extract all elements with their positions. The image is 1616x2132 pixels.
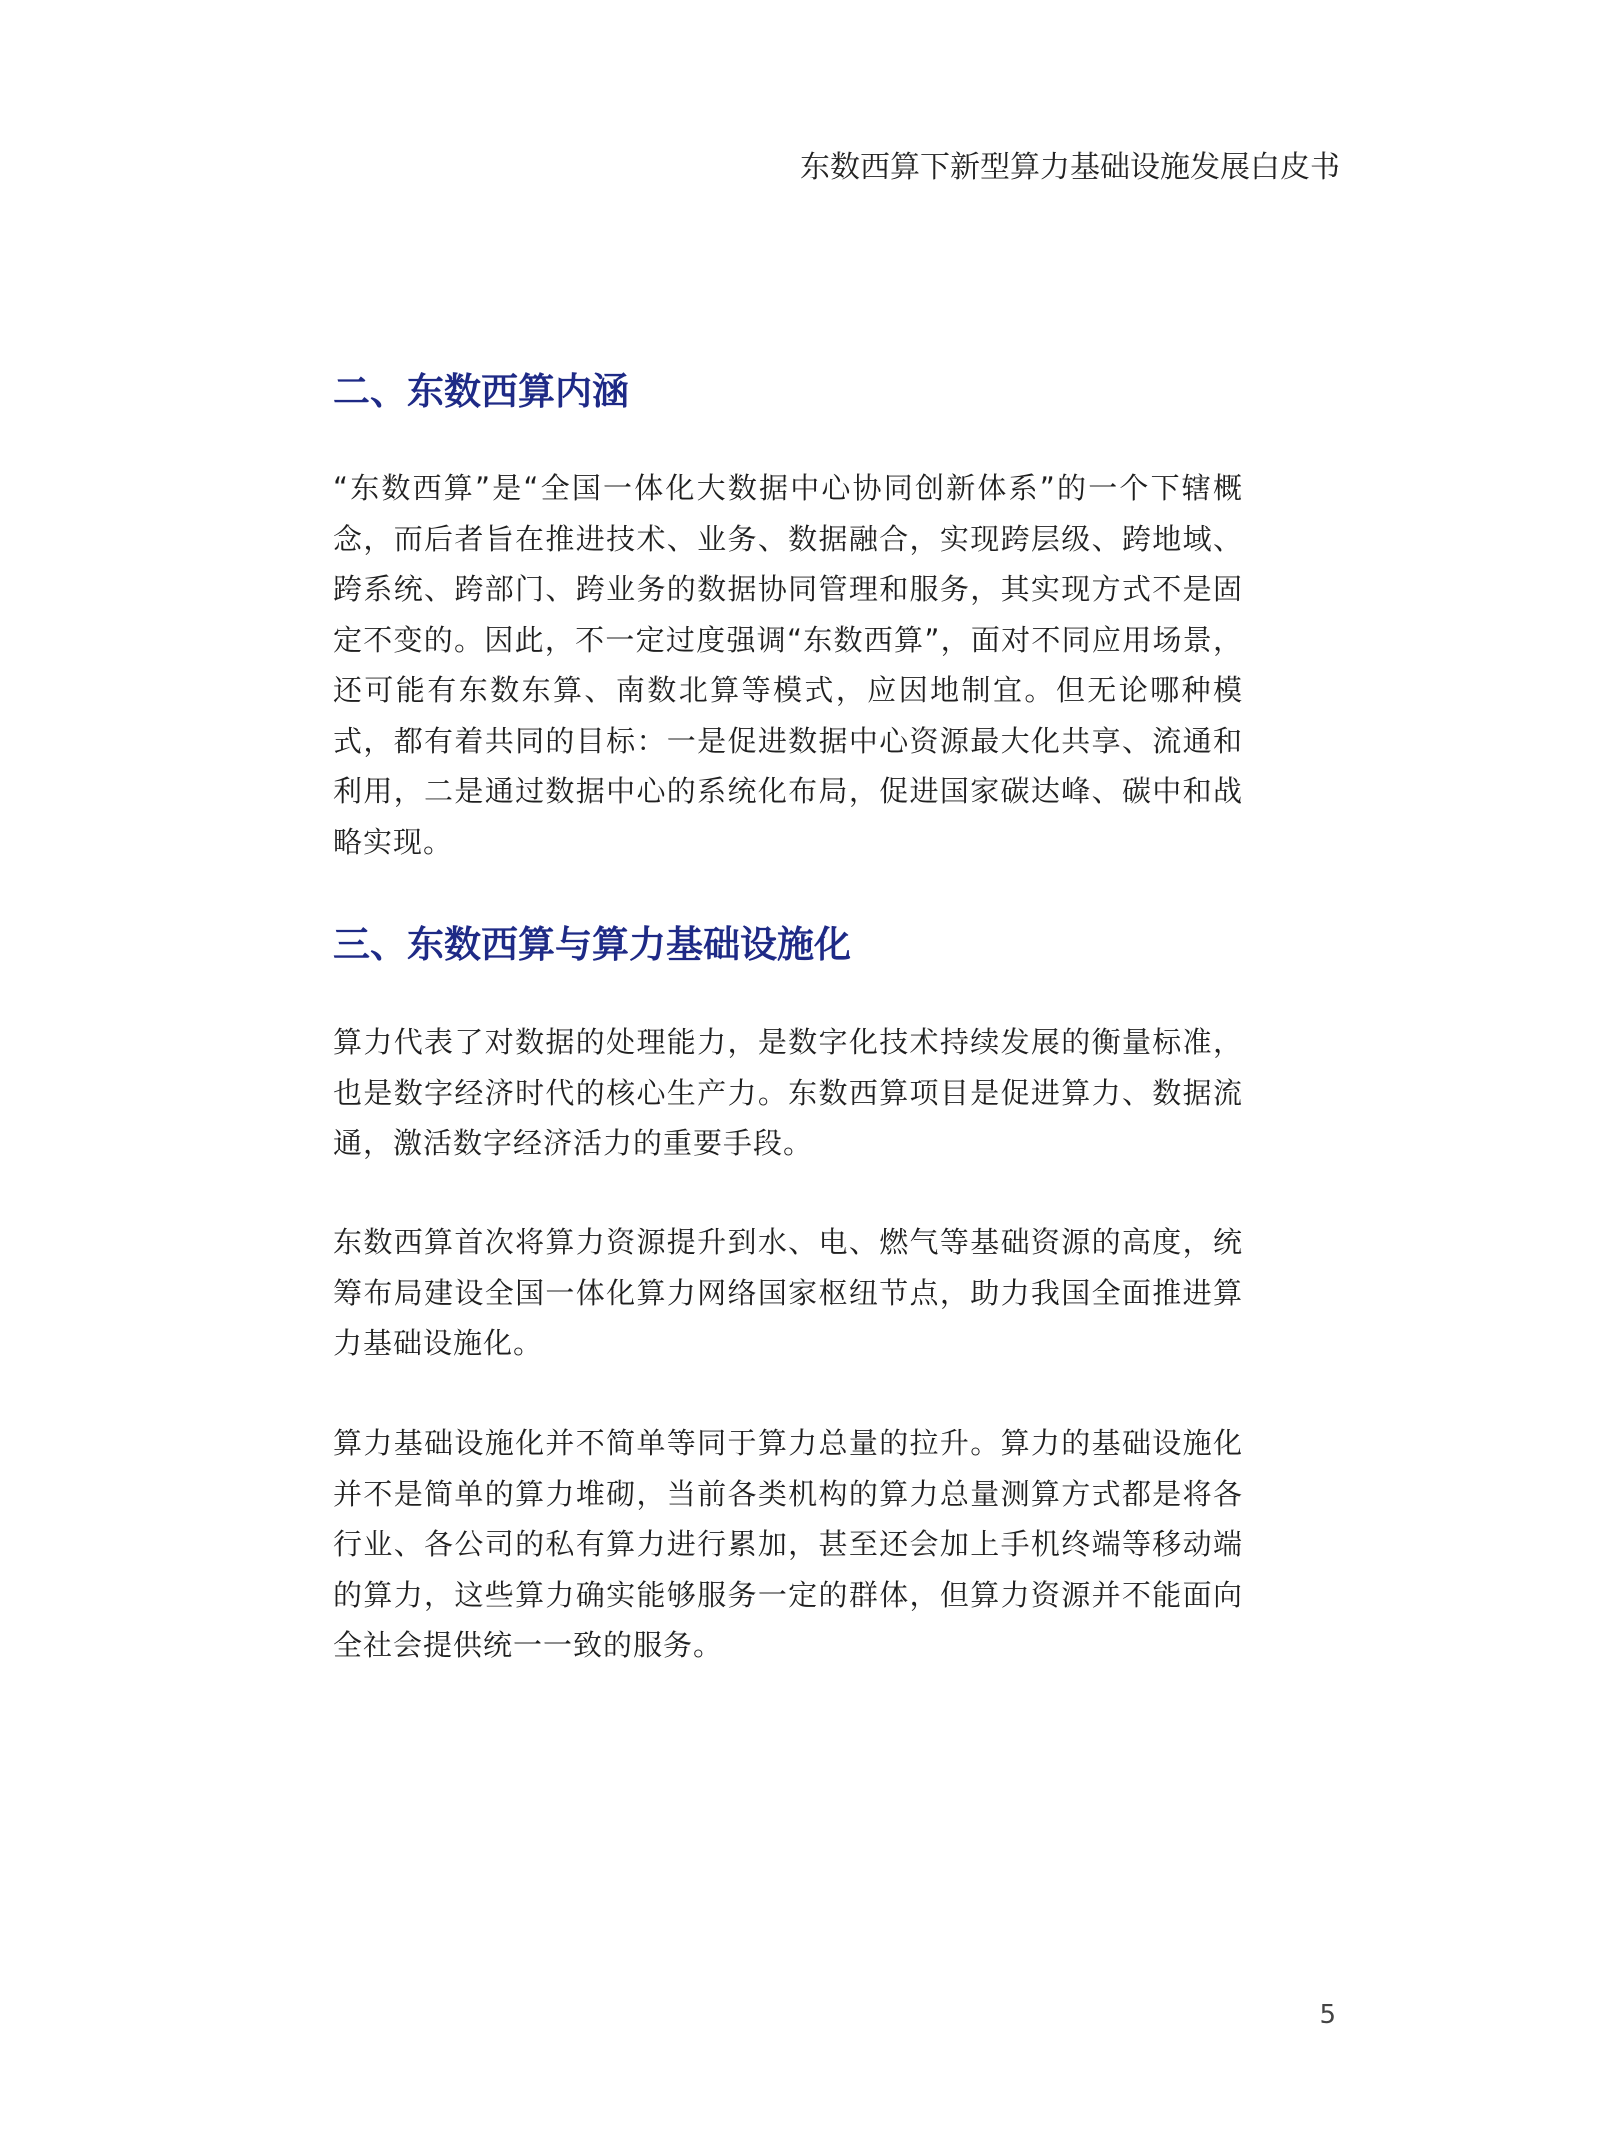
section-title-infrastructure: 三、东数西算与算力基础设施化	[333, 923, 851, 966]
section-3-paragraph-3: 算力基础设施化并不简单等同于算力总量的拉升。算力的基础设施化并不是简单的算力堆砌，当前各类机构的算力总量测算方式都是将各行业、各公司的私有算力进行累加，甚至还会加上手机终端等移动端的算力，这些算力确实能够服务一定的群体，但算力资源并不能面向全社会提供统一一致的服务。	[333, 1426, 1243, 1662]
section-3-paragraph-1: 算力代表了对数据的处理能力，是数字化技术持续发展的衡量标准，也是数字经济时代的核心生产力。东数西算项目是促进算力、数据流通，激活数字经济活力的重要手段。	[333, 1025, 1243, 1160]
running-header-title: 东数西算下新型算力基础设施发展白皮书	[800, 150, 1340, 185]
section-2-paragraph-1: “东数西算”是“全国一体化大数据中心协同创新体系”的一个下辖概念，而后者旨在推进技术、业务、数据融合，实现跨层级、跨地域、跨系统、跨部门、跨业务的数据协同管理和服务，其实现方式不是固定不变的。因此，不一定过度强调“东数西算”，面对不同应用场景，还可能有东数东算、南数北算等模式，应因地制宜。但无论哪种模式，都有着共同的目标：一是促进数据中心资源最大化共享、流通和利用，二是通过数据中心的系统化布局，促进国家碳达峰、碳中和战略实现。	[333, 471, 1243, 859]
page-number: 5	[1319, 2000, 1336, 2030]
section-title-connotation: 二、东数西算内涵	[333, 370, 629, 413]
section-3-paragraph-2: 东数西算首次将算力资源提升到水、电、燃气等基础资源的高度，统筹布局建设全国一体化算力网络国家枢纽节点，助力我国全面推进算力基础设施化。	[333, 1225, 1243, 1360]
